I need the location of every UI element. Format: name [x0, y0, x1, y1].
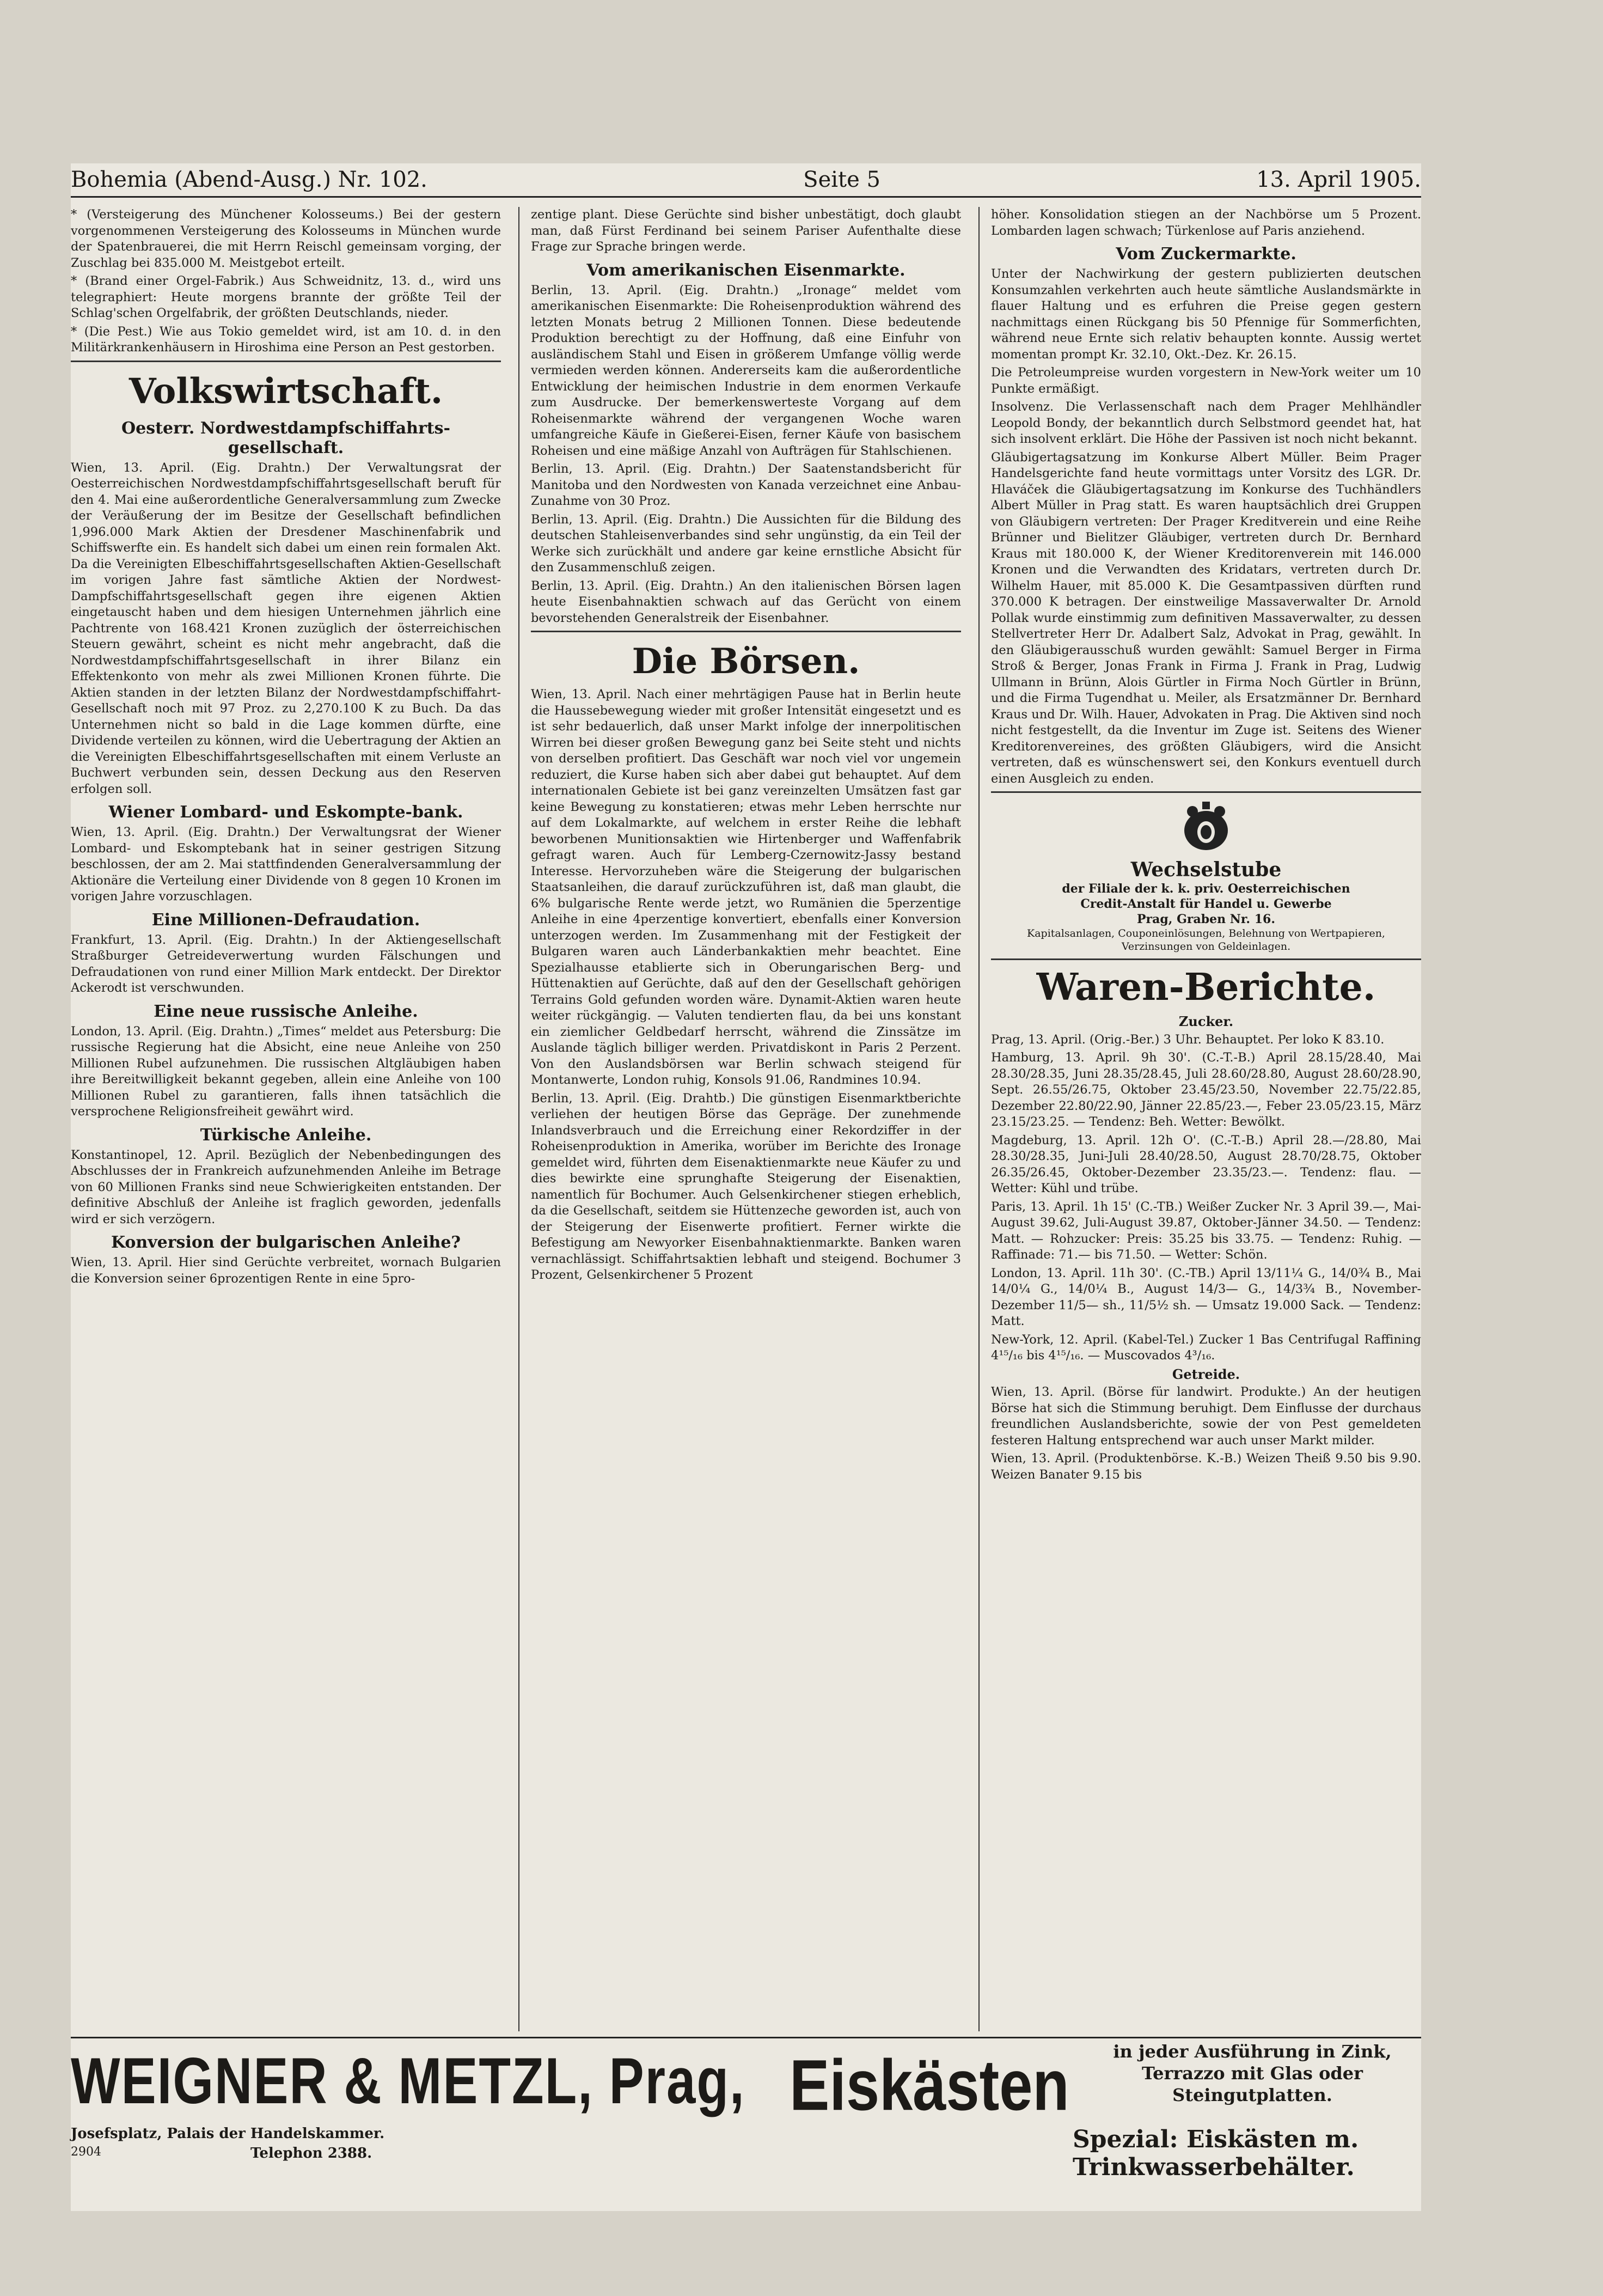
ad-brand: WEIGNER & METZL, Prag, — [71, 2044, 745, 2117]
news-item: * (Versteigerung des Münchener Kolosseums.) Bei der gestern vorgenommenen Versteigerung des Kolosseums in München wurde der Spatenbrauerei, die mit Herrn Reischl gemeinsam vorging, der Zuschlag bei 835.000 M. Meistgebot erteilt. — [71, 207, 501, 270]
news-item: * (Die Pest.) Wie aus Tokio gemeldet wird, ist am 10. d. in den Militärkrankenhäusern in Hiroshima eine Person an Pest gestorben. — [71, 324, 501, 355]
article-text: Konstantinopel, 12. April. Bezüglich der Nebenbedingungen des Abschlusses der in Frankreich aufzunehmenden Anleihe im Betrage von 60 Millionen Franks sind neue Schwierigkeiten entstanden. Der definitive Abschluß der Anleihe ist fraglich geworden, jedenfalls wird er sich verzögern. — [71, 1147, 501, 1226]
market-report: Wien, 13. April. (Börse für landwirt. Produkte.) An der heutigen Börse hat sich die Stimmung beruhigt. Dem Einflusse der durchaus freundlichen Auslandsberichte, sowie der von Pest gemeldeten festeren Haltung entsprechend war auch unser Markt milder. — [991, 1385, 1421, 1448]
article-text: höher. Konsolidation stiegen an der Nachbörse um 5 Prozent. Lombarden lagen schwach; Türkenlose auf Paris anziehend. — [991, 207, 1421, 238]
article-text: Berlin, 13. April. (Eig. Drahtn.) „Ironage“ meldet vom amerikanischen Eisenmarkte: Die Roheisenproduktion während des letzten Monats betrug 2 Millionen Tonnen. Diese bedeutende Produktion berechtigt zu der Hoffnung, daß eine Einfuhr von ausländischem Stahl und Eisen in größerem Umfange völlig werde vermieden werden können. Andererseits kam die außerordentliche Entwicklung der heimischen Industrie in dem enormen Verkaufe zum Ausdrucke. Der bemerkenswerteste Vorgang auf dem Roheisenmarkte während der vergangenen Woche waren umfangreiche Käufe in Gießerei-Eisen, ferner Käufe von basischem Roheisen und eine mäßige Anzahl von Aufträgen für Stahlschienen. — [531, 283, 961, 458]
market-report: New-York, 12. April. (Kabel-Tel.) Zucker 1 Bas Centrifugal Raffining 4¹⁵/₁₆ bis 4¹⁵/₁₆. — Muscovados 4³/₁₆. — [991, 1332, 1421, 1363]
ad-number: 2904 — [71, 2145, 101, 2159]
ad-phone: Telephon 2388. — [250, 2145, 372, 2161]
column-rule — [518, 207, 519, 2031]
article-text: Gläubigertagsatzung im Konkurse Albert Müller. Beim Prager Handelsgerichte fand heute vormittags unter Vorsitz des LGR. Dr. Hlaváček die Gläubigertagsatzung im Konkurse des Tuchhändlers Albert Müller in Prag statt. Es waren hauptsächlich drei Gruppen von Gläubigern vertreten: Der Prager Kreditverein und eine Reihe Brünner und Bielitzer Gläubiger, vertreten durch Dr. Bernhard Kraus mit 180.000 K, der Wiener Kreditorenverein mit 146.000 Kronen und die Verwandten des Kridatars, vertreten durch Dr. Wilhelm Hauer, mit 85.000 K. Die Gesamtpassiven dürften rund 370.000 K betragen. Der einstweilige Massaverwalter Dr. Arnold Pollak wurde einstimmig zum definitiven Massaverwalter, zu dessen Stellvertreter Herr Dr. Adalbert Salz, Advokat in Prag, gewählt. In den Gläubigerausschuß wurden gewählt: Samuel Berger in Firma Stroß & Berger, Jonas Frank in Firma J. Frank in Prag, Ludwig Ullmann in Brünn, Alois Gürtler in Firma Noch Gürtler in Brünn, und die Firma Tugendhat u. Meiler, als Ersatzmänner Dr. Bernhard Kraus und Dr. Wilh. Hauer, Advokaten in Prag. Die Aktiven sind noch nicht festgestellt, da die Inventur im Zuge ist. Seitens des Wiener Kreditorenvereines, des größten Gläubigers, wird die Ansicht vertreten, daß es wünschenswert sei, den Konkurs eventuell durch einen Ausgleich zu enden. — [991, 450, 1421, 786]
column-3 — [991, 207, 1421, 2031]
market-report: Hamburg, 13. April. 9h 30'. (C.-T.-B.) April 28.15/28.40, Mai 28.30/28.35, Juni 28.35/28.45, Juli 28.60/28.80, August 28.60/28.90, Sept. 26.55/26.75, Oktober 23.45/23.50, November 22.75/22.85, Dezember 22.80/22.90, Jänner 22.85/23.—, Feber 23.05/23.15, März 23.15/23.25. — Tendenz: Beh. Wetter: Bewölkt. — [991, 1051, 1421, 1129]
header-page-number: Seite 5 — [803, 167, 880, 192]
article-text: Wien, 13. April. Hier sind Gerüchte verbreitet, wornach Bulgarien die Konversion seiner 6prozentigen Rente in eine 5pro- — [71, 1255, 501, 1286]
market-report: Magdeburg, 13. April. 12h O'. (C.-T.-B.) April 28.—/28.80, Mai 28.30/28.35, Juni-Juli 28.40/28.50, August 28.70/28.75, Oktober 26.35/26.45, Oktober-Dezember 23.35/23.—. Tendenz: flau. — Wetter: Kühl und trübe. — [991, 1133, 1421, 1195]
divider — [71, 361, 501, 362]
bank-advertisement — [991, 801, 1421, 953]
article-text: Frankfurt, 13. April. (Eig. Drahtn.) In der Aktiengesellschaft Straßburger Getreideverwertung wurden Fälschungen und Defraudationen von rund einer Million Mark entdeckt. Der Direktor Ackerodt ist verschwunden. — [71, 932, 501, 995]
divider — [991, 791, 1421, 793]
ad-address: Josefsplatz, Palais der Handelskammer. — [71, 2126, 385, 2142]
section-title: Waren-Berichte. — [1036, 966, 1376, 1009]
article-heading: Vom amerikanischen Eisenmarkte. — [586, 260, 905, 280]
page-header — [71, 163, 1421, 198]
header-masthead: Bohemia (Abend-Ausg.) Nr. 102. — [71, 167, 427, 192]
section-title: Volkswirtschaft. — [129, 370, 443, 412]
ad-line: Kapitalsanlagen, Couponeinlösungen, Belehnung von Wertpapieren, Verzinsungen von Geldeinlagen. — [1027, 927, 1385, 952]
ad-description: in jeder Ausführung in Zink, Terrazzo mit Glas oder Steingutplatten. — [1113, 2041, 1392, 2105]
article-heading: Vom Zuckermarkte. — [1116, 245, 1296, 264]
divider — [991, 958, 1421, 960]
article-heading: Wiener Lombard- und Eskompte-bank. — [108, 803, 463, 822]
article-text: Berlin, 13. April. (Eig. Drahtb.) Die günstigen Eisenmarktberichte verliehen der heutigen Börse das Gepräge. Der zunehmende Inlandsverbrauch und die Erreichung einer Rekordziffer in der Roheisenproduktion in Amerika, worüber im Berichte des Ironage gemeldet wird, führten dem Eisenaktienmarkte neue Käufer zu und dies bewirkte eine sprunghafte Steigerung der Eisenaktien, namentlich für Bochumer. Auch Gelsenkirchener stiegen erheblich, da die Gesellschaft, seitdem sie Hüttenzeche geworden ist, auch von der Steigerung der Eisenwerte profitiert. Ferner wirkte die Befestigung am Newyorker Eisenbahnaktienmarkte. Banken waren vernachlässigt. Schiffahrtsaktien lebhaft und steigend. Bochumer 3 Prozent, Gelsenkirchener 5 Prozent — [531, 1091, 961, 1282]
article-text: Berlin, 13. April. (Eig. Drahtn.) An den italienischen Börsen lagen heute Eisenbahnaktien schwach auf das Gerücht von einem bevorstehenden Generalstreik der Eisenbahner. — [531, 578, 961, 625]
article-text: Wien, 13. April. (Eig. Drahtn.) Der Verwaltungsrat der Wiener Lombard- und Eskomptebank hat in seiner gestrigen Sitzung beschlossen, der am 2. Mai stattfindenden Generalversammlung der Aktionäre die Verteilung einer Dividende von 8 gegen 10 Kronen im vorigen Jahre vorzuschlagen. — [71, 825, 501, 903]
article-text: Unter der Nachwirkung der gestern publizierten deutschen Konsumzahlen verkehrten auch heute sämtliche Auslandsmärkte in flauer Haltung und es erfuhren die Preise gegen gestern nachmittags einen Rückgang bis 50 Pfennige für Sommerfichten, während neue Ernte sich relativ behaupten konnte. Aussig wertet momentan prompt Kr. 32.10, Okt.-Dez. Kr. 26.15. — [991, 267, 1421, 362]
article-text: Insolvenz. Die Verlassenschaft nach dem Prager Mehlhändler Leopold Bondy, der bekanntlich durch Selbstmord geendet hat, hat sich insolvent erklärt. Die Höhe der Passiven ist noch nicht bekannt. — [991, 400, 1421, 446]
article-heading: Eine neue russische Anleihe. — [154, 1002, 418, 1021]
article-heading: Eine Millionen-Defraudation. — [151, 910, 420, 930]
ad-product: Eiskästen — [790, 2045, 1069, 2126]
column-rule — [978, 207, 980, 2031]
sub-heading: Getreide. — [1172, 1366, 1240, 1382]
article-text: Berlin, 13. April. (Eig. Drahtn.) Die Aussichten für die Bildung des deutschen Stahleisenverbandes sind sehr ungünstig, da ein Teil der Werke sich zurückhält und andere gar keine ernstliche Absicht für den Zusammenschluß zeigen. — [531, 512, 961, 575]
market-report: Prag, 13. April. (Orig.-Ber.) 3 Uhr. Behauptet. Per loko K 83.10. — [991, 1032, 1385, 1047]
ad-line: der Filiale der k. k. priv. Oesterreichischen — [1062, 882, 1350, 896]
divider — [531, 631, 961, 632]
section-title: Die Börsen. — [632, 641, 860, 682]
article-heading: Türkische Anleihe. — [200, 1125, 372, 1145]
market-report: Wien, 13. April. (Produktenbörse. K.-B.) Weizen Theiß 9.50 bis 9.90. Weizen Banater 9.15 bis — [991, 1451, 1421, 1482]
ad-line: Prag, Graben Nr. 16. — [1136, 912, 1276, 926]
market-report: Paris, 13. April. 1h 15' (C.-TB.) Weißer Zucker Nr. 3 April 39.—, Mai-August 39.62, Juli-August 39.87, Oktober-Jänner 34.50. — Tendenz: Matt. — Rohzucker: Preis: 35.25 bis 33.75. — Tendenz: Ruhig. — Raffinade: 71.— bis 71.50. — Wetter: Schön. — [991, 1199, 1421, 1262]
sub-heading: Zucker. — [1178, 1013, 1234, 1029]
ad-special: Spezial: Eiskästen m. Trinkwasserbehälter. — [1073, 2126, 1359, 2181]
article-text: Wien, 13. April. (Eig. Drahtn.) Der Verwaltungsrat der Oesterreichischen Nordwestdampfschiffahrtsgesellschaft beruft für den 4. Mai eine außerordentliche Generalversammlung zum Zwecke der Veräußerung der im Besitze der Gesellschaft befindlichen 1,996.000 Mark Aktien der Dresdener Maschinenfabrik und Schiffswerfte ein. Es handelt sich dabei um einen rein formalen Akt. Da die Vereinigten Elbeschiffahrtsgesellschaften Aktien-Gesellschaft im vorigen Jahre fast sämtliche Aktien der Nordwest-Dampfschiffahrtsgesellschaft gegen ihre eigenen Aktien eingetauscht haben und dem hiesigen Unternehmen jährlich eine Pachtrente von 168.421 Kronen zuzüglich der österreichischen Steuern gewährt, scheint es nicht mehr angebracht, daß die Nordwestdampfschiffahrtsgesellschaft in ihrer Bilanz ein Effektenkonto von mehr als zwei Millionen Kronen führte. Die Aktien standen in der letzten Bilanz der Nordwestdampfschiffahrt-Gesellschaft noch mit 97 Proz. zu 2,270.100 K zu Buch. Da das Unternehmen nicht so bald in die Lage kommen dürfte, eine Dividende verteilen zu können, wird die Uebertragung der Aktien an die Vereinigten Elbeschiffahrtsgesellschaften mit einem Verluste an Buchwert verbunden sein, dessen Deckung aus den Reserven erfolgen soll. — [71, 460, 501, 796]
ad-line: Credit-Anstalt für Handel u. Gewerbe — [1080, 897, 1332, 911]
column-1 — [71, 207, 501, 2031]
footer-advertisement — [71, 2037, 1421, 2202]
newspaper-page — [71, 163, 1421, 2211]
article-text: Wien, 13. April. Nach einer mehrtägigen Pause hat in Berlin heute die Haussebewegung wieder mit großer Intensität eingesetzt und es ist sehr bedauerlich, daß unser Markt infolge der innerpolitischen Wirren bei dieser großen Bewegung ganz bei Seite steht und nichts von derselben profitiert. Das Geschäft war noch viel vor ungemein reduziert, die Kurse haben sich aber dabei gut behauptet. Auf dem internationalen Gebiete ist bei ganz vereinzelten Umsätzen fast gar keine Bewegung zu konstatieren; etwas mehr Leben herrschte nur auf dem Lokalmarkte, auf welchem in erster Reihe die lebhaft beworbenen Munitionsaktien wie Hirtenberger und Waffenfabrik gefragt waren. Auch für Lemberg-Czernowitz-Jassy bestand Interesse. Hervorzuheben wäre die Steigerung der bulgarischen Staatsanleihen, die darauf zurückzuführen ist, daß man glaubt, die 6% bulgarische Rente werde jetzt, wo Rumänien die 5perzentige Anleihe in eine 4perzentige konvertiert, ebenfalls einer Konversion unterzogen werden. Im Zusammenhang mit der Festigkeit der Bulgaren waren auch Länderbankaktien mehr beachtet. Eine Spezialhausse etablierte sich in Oberungarischen Berg- und Hüttenaktien auf Gerüchte, daß auf den der Gesellschaft gehörigen Terrains Gold gefunden worden wäre. Dynamit-Aktien waren heute weiter rückgängig. — Valuten tendierten flau, da bei uns konstant ein ziemlicher Geldbedarf herrscht, während die Zinssätze im Auslande täglich billiger werden. Privatdiskont in Paris 2 Perzent. Von den Auslandsbörsen war Berlin schwach steigend für Montanwerte, London ruhig, Konsols 91.06, Randmines 10.94. — [531, 687, 961, 1087]
article-text: Die Petroleumpreise wurden vorgestern in New-York weiter um 10 Punkte ermäßigt. — [991, 365, 1421, 396]
article-text: London, 13. April. (Eig. Drahtn.) „Times“ meldet aus Petersburg: Die russische Regierung hat die Absicht, eine neue Anleihe von 250 Millionen Rubel aufzunehmen. Die russischen Altgläubigen haben ihre Bereitwilligkeit bekannt gegeben, allein eine Anleihe von 100 Millionen Rubel zu garantieren, falls ihnen tatsächlich die versprochene Religionsfreiheit gewährt wird. — [71, 1024, 501, 1119]
article-text: zentige plant. Diese Gerüchte sind bisher unbestätigt, doch glaubt man, daß Fürst Ferdinand bei seinem Pariser Aufenthalte diese Frage zur Sprache bringen werde. — [531, 207, 961, 254]
article-text: Berlin, 13. April. (Eig. Drahtn.) Der Saatenstandsbericht für Manitoba und den Nordwesten von Kanada verzeichnet eine Anbau-Zunahme von 30 Proz. — [531, 462, 961, 508]
news-item: * (Brand einer Orgel-Fabrik.) Aus Schweidnitz, 13. d., wird uns telegraphiert: Heute morgens brannte der größte Teil der Schlag'schen Orgelfabrik, der größten Deutschlands, nieder. — [71, 274, 501, 320]
double-eagle-emblem-icon — [991, 801, 1421, 855]
article-heading: Konversion der bulgarischen Anleihe? — [111, 1233, 461, 1252]
header-date: 13. April 1905. — [1256, 167, 1421, 192]
ad-title: Wechselstube — [1130, 858, 1282, 881]
market-report: London, 13. April. 11h 30'. (C.-TB.) April 13/11¼ G., 14/0¾ B., Mai 14/0¼ G., 14/0¼ B., August 14/3— G., 14/3¾ B., November-Dezember 11/5— sh., 11/5½ sh. — Umsatz 19.000 Sack. — Tendenz: Matt. — [991, 1266, 1421, 1328]
column-2 — [531, 207, 961, 2031]
article-heading: Oesterr. Nordwestdampfschiffahrts-gesellschaft. — [121, 418, 450, 457]
